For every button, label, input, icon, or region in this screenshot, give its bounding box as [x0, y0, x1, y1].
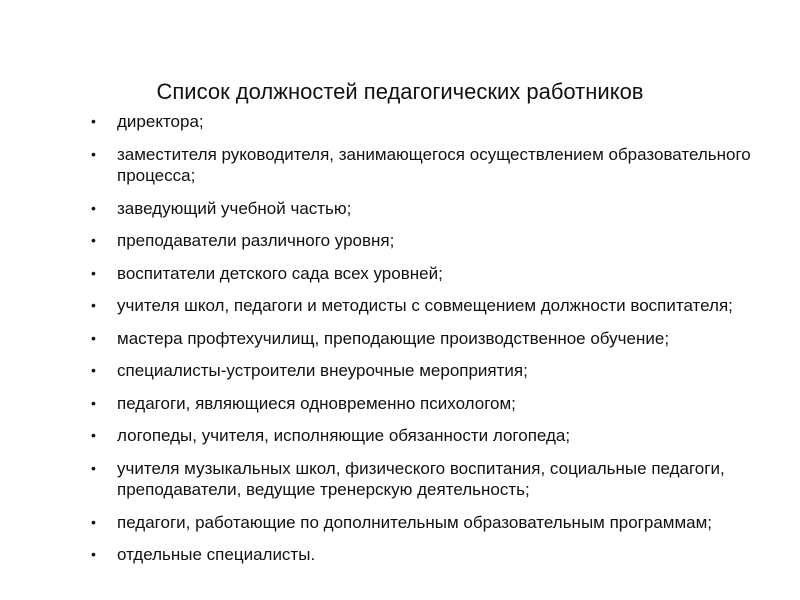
list-item-text: специалисты-устроители внеурочные мероприятия;: [117, 361, 528, 380]
bullet-icon: •: [91, 199, 96, 216]
bullet-icon: •: [91, 145, 96, 162]
list-item: [91, 458, 771, 501]
list-item: [91, 425, 771, 447]
bullet-icon: •: [91, 264, 96, 281]
list-item: [91, 544, 771, 566]
list-item-text: директора;: [117, 112, 204, 131]
list-item: [91, 393, 771, 415]
list-item-text: педагоги, являющиеся одновременно психологом;: [117, 393, 516, 413]
list-item-text: логопеды, учителя, исполняющие обязанности логопеда;: [117, 426, 571, 445]
list-item-text: заместителя руководителя, занимающегося осуществлением образовательного процесса;: [117, 144, 751, 185]
list-item: [91, 263, 771, 285]
bullet-icon: •: [91, 427, 96, 443]
list-item: [91, 295, 771, 317]
bullet-icon: •: [91, 113, 96, 129]
bullet-icon: •: [91, 513, 96, 530]
list-item-text: учителя школ, педагоги и методисты с совмещением должности воспитателя;: [117, 296, 733, 315]
list-item-text: преподаватели различного уровня;: [117, 231, 395, 250]
list-item: [91, 198, 771, 220]
list-item-text: мастера профтехучилищ, преподающие производственное обучение;: [117, 328, 670, 348]
list-item-text: воспитатели детского сада всех уровней;: [117, 263, 443, 283]
page-title: Список должностей педагогических работников: [156, 79, 644, 104]
bullet-icon: •: [91, 459, 96, 476]
list-item-text: педагоги, работающие по дополнительным образовательным программам;: [117, 512, 713, 532]
list-item: [91, 512, 771, 534]
bullet-icon: •: [91, 232, 96, 248]
list-item-text: отдельные специалисты.: [117, 545, 316, 564]
list-item: [91, 328, 771, 350]
bullet-icon: •: [91, 546, 96, 562]
bullet-icon: •: [91, 394, 96, 411]
list-item-text: заведующий учебной частью;: [117, 198, 352, 218]
list-item: [91, 230, 771, 252]
list-item-text: учителя музыкальных школ, физического воспитания, социальные педагоги, преподаватели, ведущие тренерскую деятельность;: [117, 458, 725, 499]
bullet-icon: •: [91, 362, 96, 378]
bullet-icon: •: [91, 297, 96, 313]
list-item: [91, 144, 771, 187]
list-item: [91, 360, 771, 382]
bullet-icon: •: [91, 329, 96, 346]
list-item: [91, 111, 771, 133]
positions-list: [91, 111, 771, 577]
